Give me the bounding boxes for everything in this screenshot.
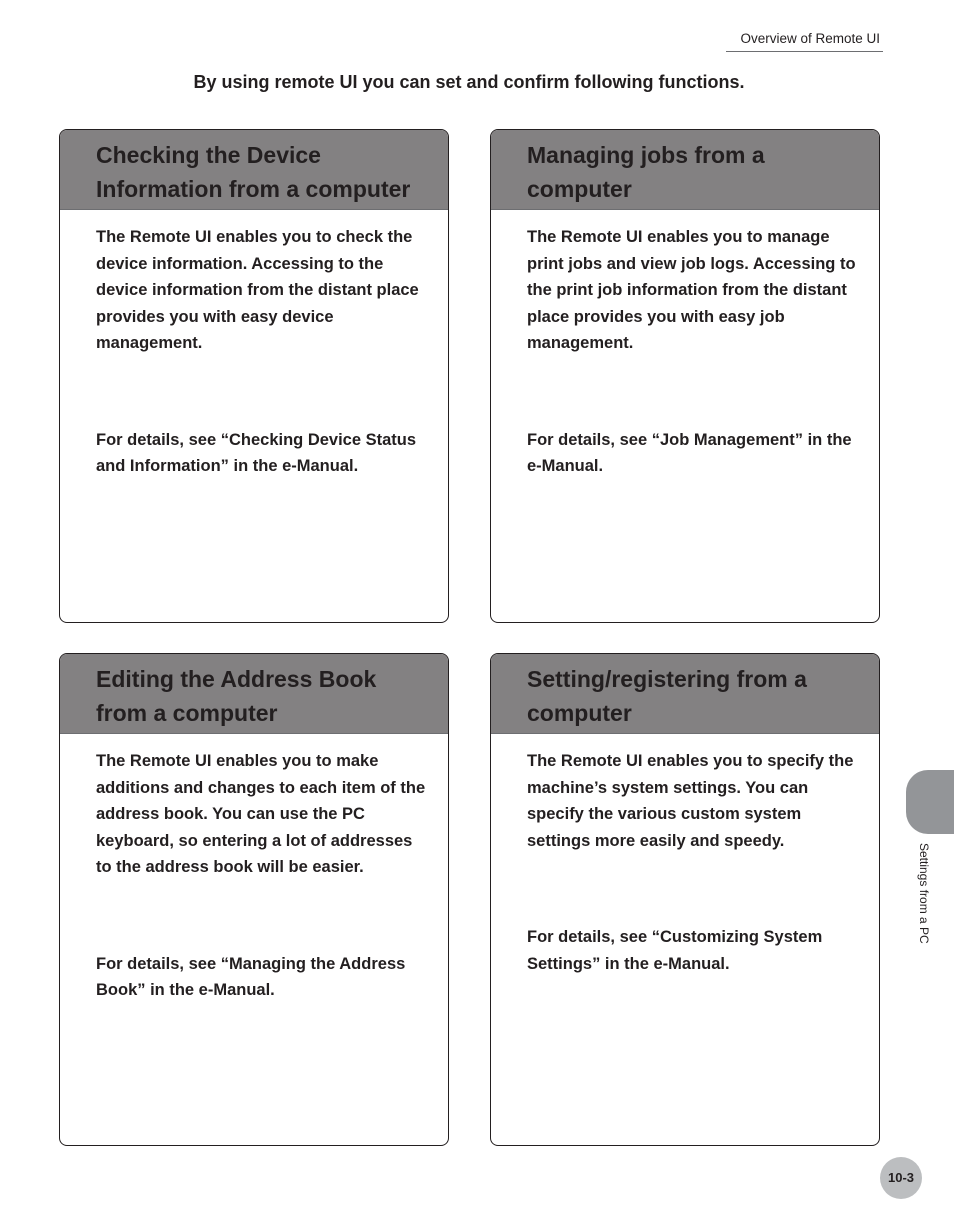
card-body xyxy=(60,210,448,480)
card-title: Managing jobs from a computer xyxy=(491,130,879,210)
card-description: The Remote UI enables you to manage print jobs and view job logs. Accessing to the print job information from the distant place provides you with easy job management. xyxy=(527,228,856,352)
card-description: The Remote UI enables you to specify the machine’s system settings. You can specify the various custom system settings more easily and speedy. xyxy=(527,752,854,850)
card-description: The Remote UI enables you to check the device information. Accessing to the device information from the distant place provides you with easy device management. xyxy=(96,228,419,352)
card-description: The Remote UI enables you to make additions and changes to each item of the address book. You can use the PC keyboard, so entering a lot of addresses to the address book will be easier. xyxy=(96,752,426,876)
intro-text: By using remote UI you can set and confirm following functions. xyxy=(193,72,745,92)
card-body xyxy=(491,210,879,480)
running-header: Overview of Remote UI xyxy=(726,30,883,52)
card-body xyxy=(491,734,879,977)
card-title: Editing the Address Book from a computer xyxy=(60,654,448,734)
card-details-reference: For details, see “Job Management” in the e-Manual. xyxy=(527,430,852,475)
card-managing-jobs xyxy=(490,129,880,623)
card-title: Setting/registering from a computer xyxy=(491,654,879,734)
card-setting-registering xyxy=(490,653,880,1146)
card-editing-address-book xyxy=(59,653,449,1146)
chapter-tab-label: Settings from a PC xyxy=(917,843,931,944)
page-number-badge: 10-3 xyxy=(880,1157,922,1199)
card-checking-device-information xyxy=(59,129,449,623)
card-details-reference: For details, see “Managing the Address Book” in the e-Manual. xyxy=(96,954,406,999)
card-title: Checking the Device Information from a computer xyxy=(60,130,448,210)
card-details-reference: For details, see “Customizing System Settings” in the e-Manual. xyxy=(527,928,823,973)
card-details-reference: For details, see “Checking Device Status and Information” in the e-Manual. xyxy=(96,430,417,475)
chapter-tab xyxy=(906,770,954,834)
card-body xyxy=(60,734,448,1004)
